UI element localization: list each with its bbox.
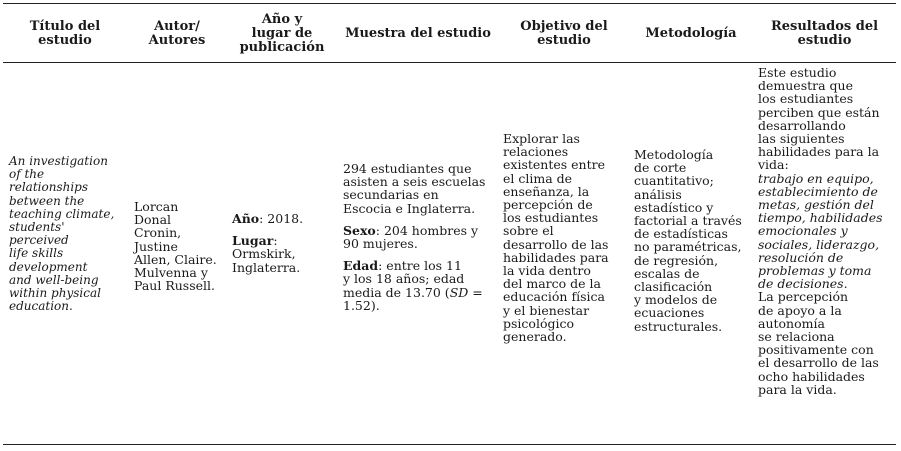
cell-objetivo [503, 132, 625, 343]
edad-label: Edad [343, 258, 379, 274]
titulo-line: of the [9, 167, 45, 182]
lugar-value: Inglaterra. [232, 259, 301, 275]
resultados-skill-line: resolución de [758, 249, 844, 265]
resultados-skill-line: sociales, liderazgo, [758, 236, 880, 252]
edad-media-text: media de 13.70 ( [343, 284, 450, 300]
metodologia-line: y modelos de [634, 292, 718, 308]
header-anio-line: lugar de [251, 26, 313, 41]
sexo-label: Sexo [343, 222, 376, 238]
header-resultados [753, 7, 896, 61]
cell-anio-lugar [232, 212, 332, 274]
autores-line: Lorcan [134, 199, 179, 214]
objetivo-line: Explorar las [503, 131, 580, 146]
resultados-line: el desarrollo de las [758, 355, 879, 371]
objetivo-line: psicológico [503, 315, 574, 331]
objetivo-line: desarrollo de las [503, 236, 609, 252]
resultados-line: desarrollando [758, 117, 846, 133]
autores-line: Donal [134, 212, 172, 228]
table-top-rule [3, 3, 896, 4]
sexo-value-line: 90 mujeres. [343, 236, 418, 252]
header-autores [127, 7, 227, 61]
cell-titulo [9, 155, 121, 313]
lugar-label: Lugar [232, 233, 274, 249]
autores-line: Mulvenna y [134, 265, 208, 281]
metodologia-line: estadístico y [634, 199, 714, 215]
cell-resultados [758, 66, 896, 396]
objetivo-line: los estudiantes [503, 210, 599, 226]
resultados-skill-line: establecimiento de [758, 183, 878, 199]
titulo-last-text: education [9, 299, 69, 314]
header-titulo [3, 7, 127, 61]
resultados-skill-last: de decisiones [758, 276, 844, 292]
header-objetivo [499, 7, 629, 61]
resultados-line: Este estudio [758, 65, 837, 80]
resultados-line: demuestra que [758, 78, 853, 94]
objetivo-line: habilidades para [503, 249, 609, 265]
header-anio-lugar [227, 7, 337, 61]
objetivo-line: existentes entre [503, 157, 605, 173]
titulo-line: within physical [9, 286, 101, 301]
resultados-line: de apoyo a la [758, 302, 842, 318]
header-muestra-line: Muestra del estudio [345, 26, 491, 41]
cell-muestra [343, 162, 495, 312]
resultados-line: vida: [758, 157, 789, 173]
anio-label: Año [232, 211, 260, 226]
titulo-line: relationships [9, 180, 89, 195]
metodologia-line: análisis [634, 186, 682, 202]
resultados-skill-line: trabajo en equipo, [758, 170, 874, 186]
resultados-line: habilidades para la [758, 144, 880, 160]
muestra-line: Escocia e Inglaterra. [343, 200, 476, 216]
anio-value: : 2018. [259, 211, 304, 226]
muestra-line: 294 estudiantes que [343, 161, 472, 176]
titulo-line-last [9, 300, 121, 313]
cell-metodologia [634, 148, 752, 333]
table-header-rule [3, 62, 896, 63]
edad-media-line [343, 286, 495, 299]
cell-autores [134, 200, 226, 292]
objetivo-line: del marco de la [503, 276, 601, 292]
metodologia-line: Metodología [634, 147, 714, 162]
titulo-period: . [69, 299, 73, 314]
resultados-line: ocho habilidades [758, 368, 865, 384]
header-anio-line: publicación [239, 40, 325, 55]
header-objetivo-line: Objetivo del [520, 19, 608, 34]
titulo-line: perceived [9, 233, 69, 248]
titulo-line: between the [9, 193, 85, 208]
resultados-skill-line: problemas y toma [758, 263, 872, 279]
resultados-line: se relaciona [758, 329, 835, 345]
resultados-skill-line: tiempo, habilidades [758, 210, 883, 226]
resultados-period: . [843, 276, 848, 292]
objetivo-line: la vida dentro [503, 263, 591, 279]
metodologia-line: estructurales. [634, 318, 723, 334]
muestra-line: asisten a seis escuelas [343, 174, 486, 190]
titulo-line: students' [9, 220, 65, 235]
metodologia-line: escalas de [634, 265, 700, 281]
header-resultados-line: Resultados del [770, 19, 879, 34]
header-autores-line: Autores [148, 33, 206, 48]
header-metodologia-line: Metodología [645, 26, 737, 41]
metodologia-line: no paramétricas, [634, 239, 742, 255]
metodologia-line: de estadísticas [634, 226, 728, 242]
metodologia-line: factorial a través [634, 213, 742, 229]
titulo-line: teaching climate, [9, 206, 115, 221]
sexo-value: : 204 hombres y [375, 222, 479, 238]
edad-value-line: y los 18 años; edad [343, 271, 465, 287]
resultados-skill-line: metas, gestión del [758, 197, 874, 213]
titulo-line: life skills [9, 246, 64, 261]
lugar-colon: : [273, 233, 278, 249]
header-objetivo-line: estudio [537, 33, 591, 48]
lugar-value: Ormskirk, [232, 246, 296, 262]
objetivo-line: relaciones [503, 144, 569, 160]
objetivo-line: el clima de [503, 170, 573, 186]
resultados-line: los estudiantes [758, 91, 854, 107]
header-muestra [337, 7, 499, 61]
table-bottom-rule [3, 444, 896, 445]
header-metodologia [629, 7, 753, 61]
objetivo-line: percepción de [503, 197, 593, 213]
resultados-line: La percepción [758, 289, 849, 305]
header-autores-line: Autor/ [154, 19, 200, 34]
edad-value: : entre los 11 [378, 258, 462, 274]
titulo-line: An investigation [9, 154, 108, 168]
muestra-line: secundarias en [343, 187, 439, 203]
resultados-line: para la vida. [758, 381, 837, 397]
resultados-skill-line: emocionales y [758, 223, 848, 239]
autores-line: Cronin, [134, 225, 182, 241]
resultados-line: autonomía [758, 315, 825, 331]
resultados-line: las siguientes [758, 131, 845, 147]
research-table [3, 3, 896, 446]
metodologia-line: cuantitativo; [634, 173, 714, 189]
metodologia-line: de corte [634, 160, 687, 176]
titulo-line: development [9, 259, 88, 274]
resultados-line: perciben que están [758, 104, 880, 120]
objetivo-line: generado. [503, 329, 567, 345]
objetivo-line: enseñanza, la [503, 183, 590, 199]
edad-equals: = [468, 284, 483, 300]
objetivo-line: sobre el [503, 223, 554, 239]
autores-line: Allen, Claire. [134, 251, 217, 267]
resultados-line: positivamente con [758, 342, 874, 358]
titulo-line: and well-being [9, 272, 99, 287]
header-anio-line: Año y [261, 12, 303, 27]
metodologia-line: clasificación [634, 279, 713, 295]
anio-line [232, 212, 332, 225]
metodologia-line: ecuaciones [634, 305, 705, 321]
edad-sd-label: SD [449, 284, 469, 300]
metodologia-line: de regresión, [634, 252, 719, 268]
header-resultados-line: estudio [797, 33, 852, 48]
autores-line: Paul Russell. [134, 278, 215, 294]
autores-line: Justine [134, 238, 178, 254]
header-titulo-line: Título del [29, 19, 101, 34]
objetivo-line: educación física [503, 289, 605, 305]
header-titulo-line: estudio [38, 33, 92, 48]
objetivo-line: y el bienestar [503, 302, 590, 318]
edad-sd-value: 1.52). [343, 297, 380, 313]
